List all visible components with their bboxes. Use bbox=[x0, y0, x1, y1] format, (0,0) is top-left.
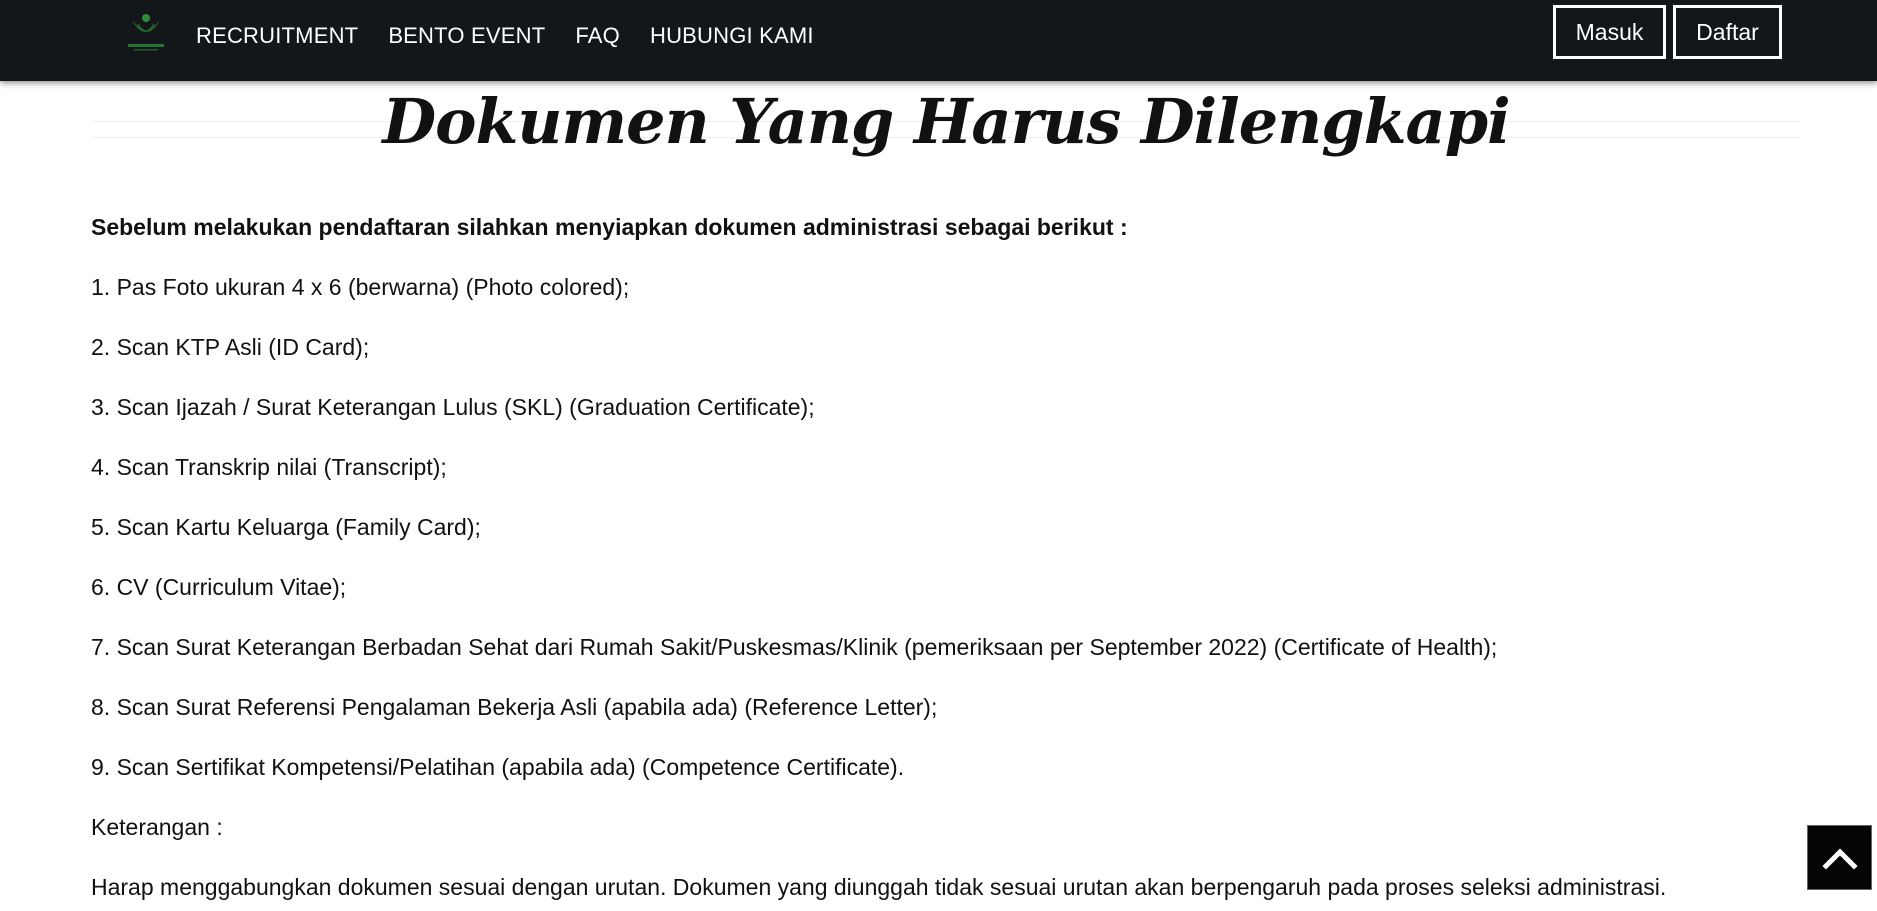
document-list bbox=[91, 273, 1801, 781]
chevron-up-icon bbox=[1822, 846, 1858, 870]
title-section bbox=[91, 81, 1801, 177]
login-button[interactable]: Masuk bbox=[1553, 5, 1666, 59]
list-item: 7. Scan Surat Keterangan Berbadan Sehat dari Rumah Sakit/Puskesmas/Klinik (pemeriksaan per September 2022) (Certificate of Health); bbox=[91, 634, 1498, 660]
nav-recruitment[interactable]: RECRUITMENT bbox=[196, 23, 359, 48]
list-item: 3. Scan Ijazah / Surat Keterangan Lulus (SKL) (Graduation Certificate); bbox=[91, 394, 815, 420]
list-item: 2. Scan KTP Asli (ID Card); bbox=[91, 334, 370, 360]
note-label: Keterangan : bbox=[91, 814, 223, 840]
nav-hubungi-kami[interactable]: HUBUNGI KAMI bbox=[650, 23, 814, 48]
bento-group-logo[interactable] bbox=[122, 10, 170, 54]
list-item: 9. Scan Sertifikat Kompetensi/Pelatihan (apabila ada) (Competence Certificate). bbox=[91, 754, 905, 780]
note-text: Harap menggabungkan dokumen sesuai dengan urutan. Dokumen yang diunggah tidak sesuai urutan akan berpengaruh pada proses seleksi administrasi. bbox=[91, 874, 1667, 900]
intro-text: Sebelum melakukan pendaftaran silahkan menyiapkan dokumen administrasi sebagai berikut : bbox=[91, 214, 1128, 240]
list-item: 6. CV (Curriculum Vitae); bbox=[91, 574, 347, 600]
list-item: 8. Scan Surat Referensi Pengalaman Bekerja Asli (apabila ada) (Reference Letter); bbox=[91, 694, 938, 720]
list-item: 5. Scan Kartu Keluarga (Family Card); bbox=[91, 514, 481, 540]
logo-mark-icon bbox=[122, 10, 170, 54]
list-item: 4. Scan Transkrip nilai (Transcript); bbox=[91, 454, 447, 480]
back-to-top-button[interactable] bbox=[1807, 825, 1872, 890]
nav-bento-event[interactable]: BENTO EVENT bbox=[388, 23, 546, 48]
auth-buttons bbox=[1553, 5, 1782, 59]
register-button[interactable]: Daftar bbox=[1673, 5, 1782, 59]
main-nav bbox=[196, 0, 814, 72]
list-item: 1. Pas Foto ukuran 4 x 6 (berwarna) (Photo colored); bbox=[91, 274, 630, 300]
page-title: Dokumen Yang Harus Dilengkapi bbox=[382, 85, 1510, 158]
top-navbar bbox=[0, 0, 1877, 81]
main-content bbox=[91, 81, 1801, 901]
nav-faq[interactable]: FAQ bbox=[575, 23, 620, 48]
